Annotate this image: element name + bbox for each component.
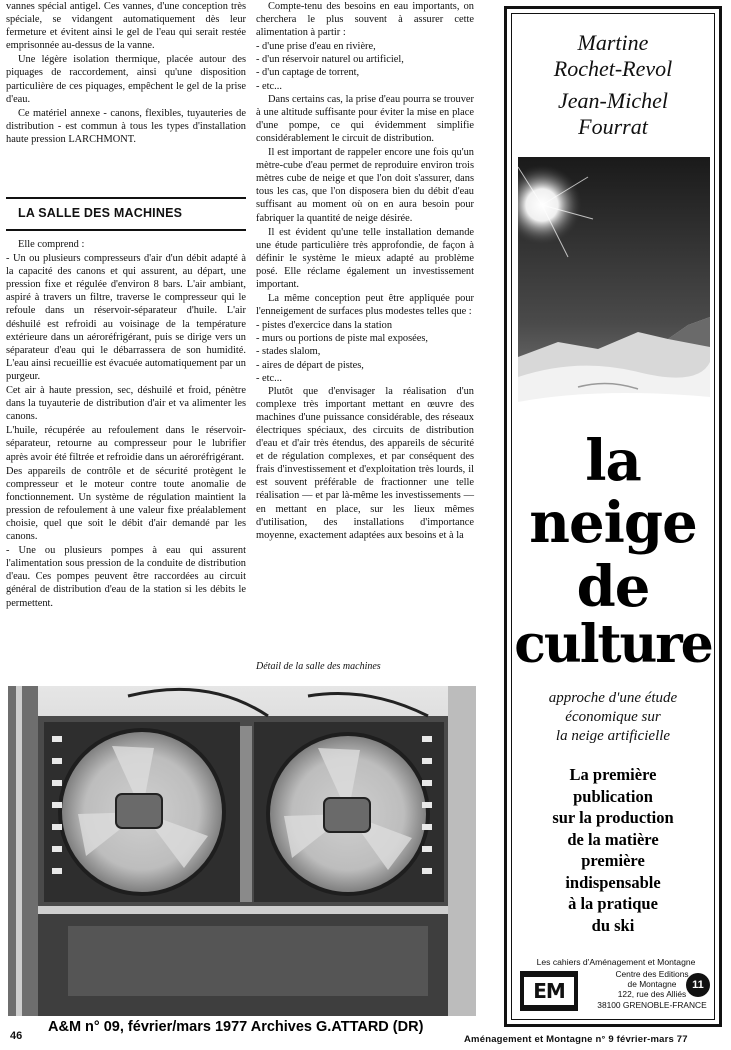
paragraph: vannes spécial antigel. Ces vannes, d'une conception très spéciale, se vidangent automatiquement dès leur fermeture et évitent ainsi le gel de l'eau qui serait restée emprisonnée au-dessus de la vanne. (6, 1, 246, 52)
paragraph: Elle comprend : (18, 239, 85, 250)
list-item: - pistes d'exercice dans la station (256, 320, 393, 332)
list-item: - d'un captage de torrent, (256, 67, 360, 79)
ad-pitch-line: du ski (591, 915, 635, 935)
list-item: - murs ou portions de piste mal exposées, (256, 333, 428, 345)
column-1-body (6, 238, 246, 611)
page-number: 46 (10, 1030, 23, 1042)
bullet-list (256, 40, 474, 92)
ad-subtitle-line: économique sur (565, 709, 661, 725)
paragraph: - Un ou plusieurs compresseurs d'air d'un débit adapté à la capacité des canons et qui assurent, au départ, une pression fixe et régulée d'environ 8 bars. L'air ambiant, aspiré à travers un filtre, traverse le compresseur qui le refoule dans un réservoir-séparateur d'huile. L'air déshuilé est refroidi au voisinage de la température extérieure dans un aéroréfrigérant, puis se dirige vers un séparateur d'eau qui le débarrassera de son humidité. L'eau ainsi recueillie est évacuée automatiquement par un purgeur. (6, 253, 246, 382)
ad-title-word: de (576, 554, 650, 620)
ad-pitch-line: à la pratique (568, 894, 658, 913)
snow-landscape-photo (518, 157, 710, 433)
address-line: 38100 GRENOBLE-FRANCE (597, 999, 707, 1010)
paragraph: - Une ou plusieurs pompes à eau qui assurent l'alimentation sous pression de la conduite de distribution d'eau. Ces pompes peuvent être raccordées au circuit général de distribution d'eau de la station si les débits le permettent. (6, 545, 246, 609)
author-line: Rochet-Revol (553, 56, 673, 81)
paragraph: La même conception peut être appliquée pour l'enneigement de surfaces plus modestes telles que : (256, 293, 474, 318)
column-2-body (256, 0, 474, 543)
issue-badge: 11 (686, 973, 710, 997)
ad-pitch-line: sur la production (552, 808, 674, 827)
ad-pitch-line: La première (569, 765, 657, 784)
paragraph: L'huile, récupérée au refoulement dans le réservoir-séparateur, retourne au compresseur pour le lubrifier après avoir été filtrée et refroidie dans un aéroréfrigérant. (6, 425, 246, 463)
paragraph: Compte-tenu des besoins en eau importants, on cherchera le plus souvent à assurer cette alimentation à partir : (256, 1, 474, 39)
paragraph: Il est important de rappeler encore une fois qu'un mètre-cube d'eau permet de reproduire environ trois mètres cube de neige et que l'on doit s'assurer, dans tous les cas, que l'on disposera bien du débit d'eau suffisant au moment où on en aura besoin pour fabriquer la quantité de neige désirée. (256, 147, 474, 224)
address-line: de Montagne (627, 979, 677, 990)
paragraph: Des appareils de contrôle et de sécurité protègent le compresseur et le moteur contre toute anomalie de fonctionnement. Un système de régulation maintient la pression de refoulement à une valeur fixe préalablement choisie, quel que soit le débit d'air demandé par les canons. (6, 465, 246, 543)
author-line: Fourrat (578, 114, 648, 139)
ad-pitch (508, 764, 718, 936)
list-item: - d'une prise d'eau en rivière, (256, 41, 376, 53)
ad-pitch-line: indispensable (565, 872, 661, 892)
ad-subtitle-line: approche d'une étude (548, 690, 678, 706)
column-1-top (6, 0, 246, 147)
paragraph: Il est évident qu'une telle installation demande une étude particulière très approfondie, de façon à définir le système le mieux adapté au problème posé. Elle réclame également un investissement important. (256, 226, 474, 290)
ad-pitch-line: publication (573, 786, 653, 806)
list-item: - aires de départ de pistes, (256, 359, 364, 371)
logo-text: EM (524, 977, 574, 1005)
ad-subtitle-line: la neige artificielle (555, 728, 671, 744)
series-name: Les cahiers d'Aménagement et Montagne (536, 957, 696, 967)
paragraph: Plutôt que d'envisager la réalisation d'un complexe très important mettant en œuvre des machines d'une puissance considérable, des réseaux électriques spéciaux, des circuits de distribution d'eau et d'air très étendus, des appareils de sécurité et de régulation complexes, et par conséquent des frais d'investissement et d'exploitation très lourds, il est souvent préférable de fractionner une telle réalisation — et par là-même les investissements — en mettant en place, sur les lieux mêmes d'utilisation, des installations d'importance moyenne, exactement adaptées aux besoins et à la (256, 385, 474, 541)
list-item: - etc... (256, 80, 282, 92)
address-line: 122, rue des Alliés (617, 989, 687, 1000)
paragraph: Cet air à haute pression, sec, déshuilé et froid, pénètre dans la tuyauterie de distribution d'air et va alimenter les canons. (6, 385, 246, 423)
ad-pitch-line: première (581, 851, 645, 870)
author-line: Jean-Michel (558, 88, 668, 113)
ad-title-word: culture (514, 614, 712, 675)
paragraph: Une légère isolation thermique, placée autour des piquages de raccordement, ainsi qu'une disposition particulière de ces piquages, empêchent le gel de la prise d'eau. (6, 54, 246, 105)
snow-landscape-illustration (518, 157, 710, 433)
address-line: Centre des Editions (615, 969, 689, 979)
author-line: Martine (577, 30, 649, 55)
paragraph: Ce matériel annexe - canons, flexibles, tuyauteries de distribution - est commun à tous les types d'installation haute pression LARCHMONT. (6, 107, 246, 145)
ad-title-word: neige (529, 490, 697, 556)
running-title: Aménagement et Montagne n° 9 février-mars 77 (464, 1034, 688, 1045)
list-item: - stades slalom, (256, 346, 321, 358)
list-item: - etc... (256, 372, 282, 384)
ad-title-word: la (585, 428, 641, 494)
bullet-list (256, 319, 474, 384)
photo-caption: Détail de la salle des machines (256, 661, 381, 672)
machine-room-photo (8, 686, 476, 1016)
archive-credit: A&M n° 09, février/mars 1977 Archives G.ATTARD (DR) (48, 1019, 424, 1035)
ad-pitch-line: de la matière (567, 829, 659, 849)
section-heading-box (6, 197, 246, 231)
list-item: - d'un réservoir naturel ou artificiel, (256, 54, 404, 66)
paragraph: Dans certains cas, la prise d'eau pourra se trouver à une altitude suffisante pour éviter la mise en place d'une pompe, ce qui évidemment simplifie considérablement le circuit de distribution. (256, 93, 474, 144)
publisher-logo (520, 971, 578, 1011)
machine-room-illustration (8, 686, 476, 1016)
section-title: LA SALLE DES MACHINES (18, 206, 183, 220)
